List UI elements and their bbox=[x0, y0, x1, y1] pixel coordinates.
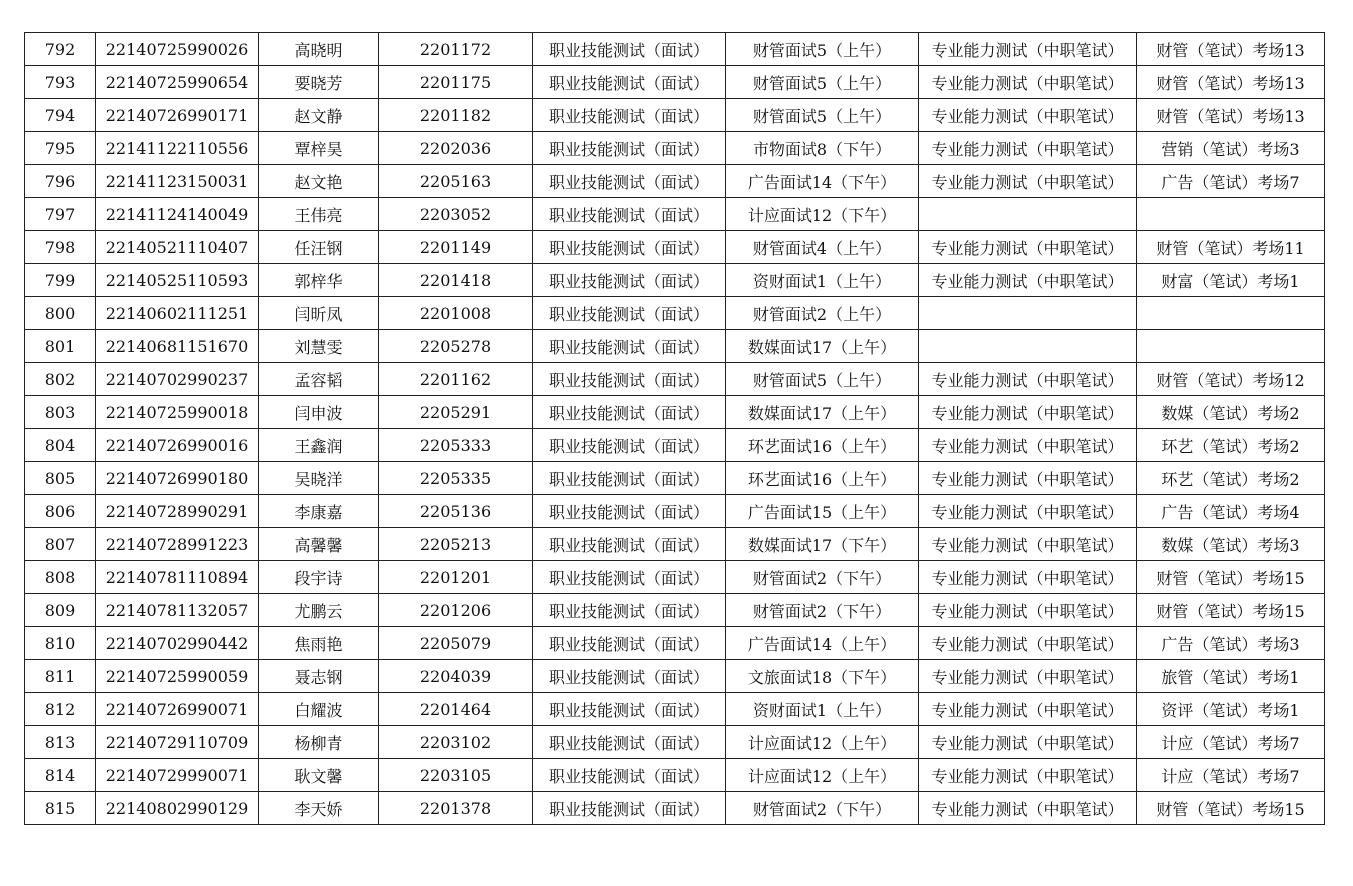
serial-number-cell: 799 bbox=[25, 264, 96, 297]
registration-code-cell: 2201418 bbox=[379, 264, 533, 297]
candidate-id-cell: 22140728991223 bbox=[96, 528, 259, 561]
candidate-id-cell: 22140729990071 bbox=[96, 759, 259, 792]
serial-number-cell: 812 bbox=[25, 693, 96, 726]
registration-code-cell: 2201172 bbox=[379, 33, 533, 66]
registration-code-cell: 2201378 bbox=[379, 792, 533, 825]
candidate-name-cell: 杨柳青 bbox=[259, 726, 379, 759]
registration-code-cell: 2204039 bbox=[379, 660, 533, 693]
written-subject-cell: 专业能力测试（中职笔试） bbox=[919, 759, 1137, 792]
interview-subject-cell: 职业技能测试（面试） bbox=[533, 165, 726, 198]
table-row bbox=[25, 792, 1325, 825]
table-row bbox=[25, 528, 1325, 561]
candidate-id-cell: 22140702990442 bbox=[96, 627, 259, 660]
written-subject-cell: 专业能力测试（中职笔试） bbox=[919, 66, 1137, 99]
candidate-id-cell: 22140725990059 bbox=[96, 660, 259, 693]
candidate-name-cell: 任汪钢 bbox=[259, 231, 379, 264]
candidate-name-cell: 焦雨艳 bbox=[259, 627, 379, 660]
table-row bbox=[25, 198, 1325, 231]
candidate-name-cell: 耿文馨 bbox=[259, 759, 379, 792]
interview-session-cell: 资财面试1（上午） bbox=[726, 264, 919, 297]
written-subject-cell bbox=[919, 297, 1137, 330]
written-exam-room-cell: 财管（笔试）考场13 bbox=[1137, 66, 1325, 99]
written-exam-room-cell: 财管（笔试）考场13 bbox=[1137, 33, 1325, 66]
serial-number-cell: 801 bbox=[25, 330, 96, 363]
interview-subject-cell: 职业技能测试（面试） bbox=[533, 231, 726, 264]
interview-session-cell: 广告面试14（上午） bbox=[726, 627, 919, 660]
interview-subject-cell: 职业技能测试（面试） bbox=[533, 132, 726, 165]
candidate-id-cell: 22140728990291 bbox=[96, 495, 259, 528]
written-subject-cell: 专业能力测试（中职笔试） bbox=[919, 561, 1137, 594]
candidate-name-cell: 高晓明 bbox=[259, 33, 379, 66]
interview-subject-cell: 职业技能测试（面试） bbox=[533, 660, 726, 693]
candidate-name-cell: 王伟亮 bbox=[259, 198, 379, 231]
written-exam-room-cell: 数媒（笔试）考场2 bbox=[1137, 396, 1325, 429]
interview-subject-cell: 职业技能测试（面试） bbox=[533, 99, 726, 132]
table-row bbox=[25, 396, 1325, 429]
interview-subject-cell: 职业技能测试（面试） bbox=[533, 495, 726, 528]
serial-number-cell: 807 bbox=[25, 528, 96, 561]
table-row bbox=[25, 264, 1325, 297]
serial-number-cell: 796 bbox=[25, 165, 96, 198]
written-subject-cell: 专业能力测试（中职笔试） bbox=[919, 429, 1137, 462]
written-exam-room-cell: 数媒（笔试）考场3 bbox=[1137, 528, 1325, 561]
written-exam-room-cell: 计应（笔试）考场7 bbox=[1137, 726, 1325, 759]
serial-number-cell: 798 bbox=[25, 231, 96, 264]
table-body bbox=[25, 33, 1325, 825]
written-exam-room-cell bbox=[1137, 297, 1325, 330]
candidate-name-cell: 吴晓洋 bbox=[259, 462, 379, 495]
candidate-name-cell: 郭梓华 bbox=[259, 264, 379, 297]
table-row bbox=[25, 561, 1325, 594]
candidate-name-cell: 白耀波 bbox=[259, 693, 379, 726]
written-subject-cell: 专业能力测试（中职笔试） bbox=[919, 396, 1137, 429]
interview-session-cell: 资财面试1（上午） bbox=[726, 693, 919, 726]
interview-session-cell: 环艺面试16（上午） bbox=[726, 462, 919, 495]
registration-code-cell: 2203052 bbox=[379, 198, 533, 231]
interview-subject-cell: 职业技能测试（面试） bbox=[533, 561, 726, 594]
interview-subject-cell: 职业技能测试（面试） bbox=[533, 66, 726, 99]
table-row bbox=[25, 726, 1325, 759]
interview-session-cell: 财管面试5（上午） bbox=[726, 363, 919, 396]
interview-subject-cell: 职业技能测试（面试） bbox=[533, 528, 726, 561]
serial-number-cell: 805 bbox=[25, 462, 96, 495]
written-subject-cell: 专业能力测试（中职笔试） bbox=[919, 264, 1137, 297]
table-row bbox=[25, 99, 1325, 132]
serial-number-cell: 811 bbox=[25, 660, 96, 693]
candidate-name-cell: 赵文艳 bbox=[259, 165, 379, 198]
written-exam-room-cell: 资评（笔试）考场1 bbox=[1137, 693, 1325, 726]
serial-number-cell: 809 bbox=[25, 594, 96, 627]
candidate-name-cell: 覃梓昊 bbox=[259, 132, 379, 165]
candidate-name-cell: 闫昕凤 bbox=[259, 297, 379, 330]
registration-code-cell: 2201008 bbox=[379, 297, 533, 330]
candidate-id-cell: 22141123150031 bbox=[96, 165, 259, 198]
written-subject-cell: 专业能力测试（中职笔试） bbox=[919, 495, 1137, 528]
interview-session-cell: 计应面试12（下午） bbox=[726, 198, 919, 231]
candidate-id-cell: 22140725990018 bbox=[96, 396, 259, 429]
interview-session-cell: 财管面试5（上午） bbox=[726, 99, 919, 132]
candidate-id-cell: 22140602111251 bbox=[96, 297, 259, 330]
written-exam-room-cell: 财富（笔试）考场1 bbox=[1137, 264, 1325, 297]
candidate-id-cell: 22140726990016 bbox=[96, 429, 259, 462]
candidate-name-cell: 段宇诗 bbox=[259, 561, 379, 594]
serial-number-cell: 793 bbox=[25, 66, 96, 99]
candidate-id-cell: 22140525110593 bbox=[96, 264, 259, 297]
written-exam-room-cell: 财管（笔试）考场15 bbox=[1137, 594, 1325, 627]
written-exam-room-cell: 环艺（笔试）考场2 bbox=[1137, 429, 1325, 462]
table-row bbox=[25, 759, 1325, 792]
interview-subject-cell: 职业技能测试（面试） bbox=[533, 726, 726, 759]
candidate-name-cell: 刘慧雯 bbox=[259, 330, 379, 363]
candidate-id-cell: 22140781110894 bbox=[96, 561, 259, 594]
interview-subject-cell: 职业技能测试（面试） bbox=[533, 693, 726, 726]
interview-subject-cell: 职业技能测试（面试） bbox=[533, 330, 726, 363]
written-exam-room-cell: 计应（笔试）考场7 bbox=[1137, 759, 1325, 792]
interview-session-cell: 数媒面试17（下午） bbox=[726, 528, 919, 561]
interview-subject-cell: 职业技能测试（面试） bbox=[533, 264, 726, 297]
table-row bbox=[25, 330, 1325, 363]
interview-session-cell: 广告面试15（上午） bbox=[726, 495, 919, 528]
interview-subject-cell: 职业技能测试（面试） bbox=[533, 594, 726, 627]
written-subject-cell: 专业能力测试（中职笔试） bbox=[919, 528, 1137, 561]
candidate-name-cell: 李康嘉 bbox=[259, 495, 379, 528]
written-subject-cell: 专业能力测试（中职笔试） bbox=[919, 792, 1137, 825]
interview-session-cell: 数媒面试17（上午） bbox=[726, 330, 919, 363]
candidate-id-cell: 22140702990237 bbox=[96, 363, 259, 396]
candidate-name-cell: 尤鹏云 bbox=[259, 594, 379, 627]
serial-number-cell: 808 bbox=[25, 561, 96, 594]
table-row bbox=[25, 33, 1325, 66]
table-row bbox=[25, 231, 1325, 264]
registration-code-cell: 2202036 bbox=[379, 132, 533, 165]
candidate-id-cell: 22140726990180 bbox=[96, 462, 259, 495]
written-exam-room-cell: 旅管（笔试）考场1 bbox=[1137, 660, 1325, 693]
serial-number-cell: 797 bbox=[25, 198, 96, 231]
interview-subject-cell: 职业技能测试（面试） bbox=[533, 198, 726, 231]
table-row bbox=[25, 66, 1325, 99]
written-exam-room-cell: 广告（笔试）考场7 bbox=[1137, 165, 1325, 198]
candidate-id-cell: 22140521110407 bbox=[96, 231, 259, 264]
written-subject-cell: 专业能力测试（中职笔试） bbox=[919, 693, 1137, 726]
written-exam-room-cell: 财管（笔试）考场15 bbox=[1137, 792, 1325, 825]
table-row bbox=[25, 165, 1325, 198]
serial-number-cell: 814 bbox=[25, 759, 96, 792]
written-exam-room-cell: 财管（笔试）考场11 bbox=[1137, 231, 1325, 264]
interview-session-cell: 财管面试2（下午） bbox=[726, 561, 919, 594]
written-exam-room-cell: 广告（笔试）考场3 bbox=[1137, 627, 1325, 660]
candidate-id-cell: 22140726990071 bbox=[96, 693, 259, 726]
interview-session-cell: 广告面试14（下午） bbox=[726, 165, 919, 198]
registration-code-cell: 2201149 bbox=[379, 231, 533, 264]
interview-session-cell: 计应面试12（上午） bbox=[726, 759, 919, 792]
written-subject-cell: 专业能力测试（中职笔试） bbox=[919, 33, 1137, 66]
candidate-id-cell: 22141124140049 bbox=[96, 198, 259, 231]
written-subject-cell bbox=[919, 198, 1137, 231]
serial-number-cell: 813 bbox=[25, 726, 96, 759]
registration-code-cell: 2205163 bbox=[379, 165, 533, 198]
candidate-id-cell: 22140726990171 bbox=[96, 99, 259, 132]
table-row bbox=[25, 594, 1325, 627]
serial-number-cell: 800 bbox=[25, 297, 96, 330]
interview-session-cell: 财管面试5（上午） bbox=[726, 66, 919, 99]
interview-session-cell: 文旅面试18（下午） bbox=[726, 660, 919, 693]
registration-code-cell: 2205079 bbox=[379, 627, 533, 660]
candidate-id-cell: 22140725990026 bbox=[96, 33, 259, 66]
registration-code-cell: 2201182 bbox=[379, 99, 533, 132]
candidate-id-cell: 22140681151670 bbox=[96, 330, 259, 363]
written-exam-room-cell: 营销（笔试）考场3 bbox=[1137, 132, 1325, 165]
exam-roster-table bbox=[24, 32, 1325, 825]
interview-session-cell: 市物面试8（下午） bbox=[726, 132, 919, 165]
interview-subject-cell: 职业技能测试（面试） bbox=[533, 759, 726, 792]
registration-code-cell: 2203102 bbox=[379, 726, 533, 759]
written-exam-room-cell: 广告（笔试）考场4 bbox=[1137, 495, 1325, 528]
table-row bbox=[25, 693, 1325, 726]
interview-session-cell: 环艺面试16（上午） bbox=[726, 429, 919, 462]
table-row bbox=[25, 429, 1325, 462]
registration-code-cell: 2201175 bbox=[379, 66, 533, 99]
written-subject-cell: 专业能力测试（中职笔试） bbox=[919, 363, 1137, 396]
interview-session-cell: 计应面试12（上午） bbox=[726, 726, 919, 759]
written-exam-room-cell: 财管（笔试）考场15 bbox=[1137, 561, 1325, 594]
interview-subject-cell: 职业技能测试（面试） bbox=[533, 429, 726, 462]
candidate-id-cell: 22140802990129 bbox=[96, 792, 259, 825]
written-subject-cell: 专业能力测试（中职笔试） bbox=[919, 627, 1137, 660]
candidate-name-cell: 高馨馨 bbox=[259, 528, 379, 561]
interview-subject-cell: 职业技能测试（面试） bbox=[533, 33, 726, 66]
interview-session-cell: 财管面试2（上午） bbox=[726, 297, 919, 330]
interview-session-cell: 财管面试5（上午） bbox=[726, 33, 919, 66]
serial-number-cell: 794 bbox=[25, 99, 96, 132]
interview-subject-cell: 职业技能测试（面试） bbox=[533, 297, 726, 330]
candidate-name-cell: 要晓芳 bbox=[259, 66, 379, 99]
registration-code-cell: 2205335 bbox=[379, 462, 533, 495]
table-row bbox=[25, 363, 1325, 396]
registration-code-cell: 2203105 bbox=[379, 759, 533, 792]
written-subject-cell: 专业能力测试（中职笔试） bbox=[919, 165, 1137, 198]
table-row bbox=[25, 495, 1325, 528]
interview-session-cell: 财管面试2（下午） bbox=[726, 594, 919, 627]
registration-code-cell: 2201201 bbox=[379, 561, 533, 594]
serial-number-cell: 803 bbox=[25, 396, 96, 429]
registration-code-cell: 2201206 bbox=[379, 594, 533, 627]
candidate-id-cell: 22141122110556 bbox=[96, 132, 259, 165]
interview-subject-cell: 职业技能测试（面试） bbox=[533, 396, 726, 429]
candidate-name-cell: 李天娇 bbox=[259, 792, 379, 825]
candidate-name-cell: 赵文静 bbox=[259, 99, 379, 132]
candidate-name-cell: 孟容韬 bbox=[259, 363, 379, 396]
registration-code-cell: 2205136 bbox=[379, 495, 533, 528]
interview-subject-cell: 职业技能测试（面试） bbox=[533, 627, 726, 660]
serial-number-cell: 792 bbox=[25, 33, 96, 66]
interview-subject-cell: 职业技能测试（面试） bbox=[533, 792, 726, 825]
written-subject-cell: 专业能力测试（中职笔试） bbox=[919, 726, 1137, 759]
written-exam-room-cell: 环艺（笔试）考场2 bbox=[1137, 462, 1325, 495]
written-subject-cell: 专业能力测试（中职笔试） bbox=[919, 594, 1137, 627]
written-subject-cell: 专业能力测试（中职笔试） bbox=[919, 99, 1137, 132]
registration-code-cell: 2205291 bbox=[379, 396, 533, 429]
candidate-id-cell: 22140725990654 bbox=[96, 66, 259, 99]
table-row bbox=[25, 297, 1325, 330]
registration-code-cell: 2205333 bbox=[379, 429, 533, 462]
candidate-name-cell: 闫申波 bbox=[259, 396, 379, 429]
serial-number-cell: 815 bbox=[25, 792, 96, 825]
serial-number-cell: 795 bbox=[25, 132, 96, 165]
interview-subject-cell: 职业技能测试（面试） bbox=[533, 363, 726, 396]
written-exam-room-cell bbox=[1137, 330, 1325, 363]
written-subject-cell: 专业能力测试（中职笔试） bbox=[919, 231, 1137, 264]
interview-session-cell: 数媒面试17（上午） bbox=[726, 396, 919, 429]
registration-code-cell: 2205213 bbox=[379, 528, 533, 561]
written-exam-room-cell: 财管（笔试）考场13 bbox=[1137, 99, 1325, 132]
candidate-name-cell: 聂志钢 bbox=[259, 660, 379, 693]
serial-number-cell: 810 bbox=[25, 627, 96, 660]
registration-code-cell: 2201464 bbox=[379, 693, 533, 726]
registration-code-cell: 2201162 bbox=[379, 363, 533, 396]
serial-number-cell: 804 bbox=[25, 429, 96, 462]
interview-session-cell: 财管面试4（上午） bbox=[726, 231, 919, 264]
table-row bbox=[25, 660, 1325, 693]
written-subject-cell bbox=[919, 330, 1137, 363]
table-row bbox=[25, 462, 1325, 495]
interview-session-cell: 财管面试2（下午） bbox=[726, 792, 919, 825]
table-row bbox=[25, 132, 1325, 165]
candidate-name-cell: 王鑫润 bbox=[259, 429, 379, 462]
written-exam-room-cell bbox=[1137, 198, 1325, 231]
interview-subject-cell: 职业技能测试（面试） bbox=[533, 462, 726, 495]
table-row bbox=[25, 627, 1325, 660]
written-subject-cell: 专业能力测试（中职笔试） bbox=[919, 462, 1137, 495]
serial-number-cell: 806 bbox=[25, 495, 96, 528]
written-subject-cell: 专业能力测试（中职笔试） bbox=[919, 132, 1137, 165]
registration-code-cell: 2205278 bbox=[379, 330, 533, 363]
written-subject-cell: 专业能力测试（中职笔试） bbox=[919, 660, 1137, 693]
candidate-id-cell: 22140781132057 bbox=[96, 594, 259, 627]
written-exam-room-cell: 财管（笔试）考场12 bbox=[1137, 363, 1325, 396]
candidate-id-cell: 22140729110709 bbox=[96, 726, 259, 759]
serial-number-cell: 802 bbox=[25, 363, 96, 396]
